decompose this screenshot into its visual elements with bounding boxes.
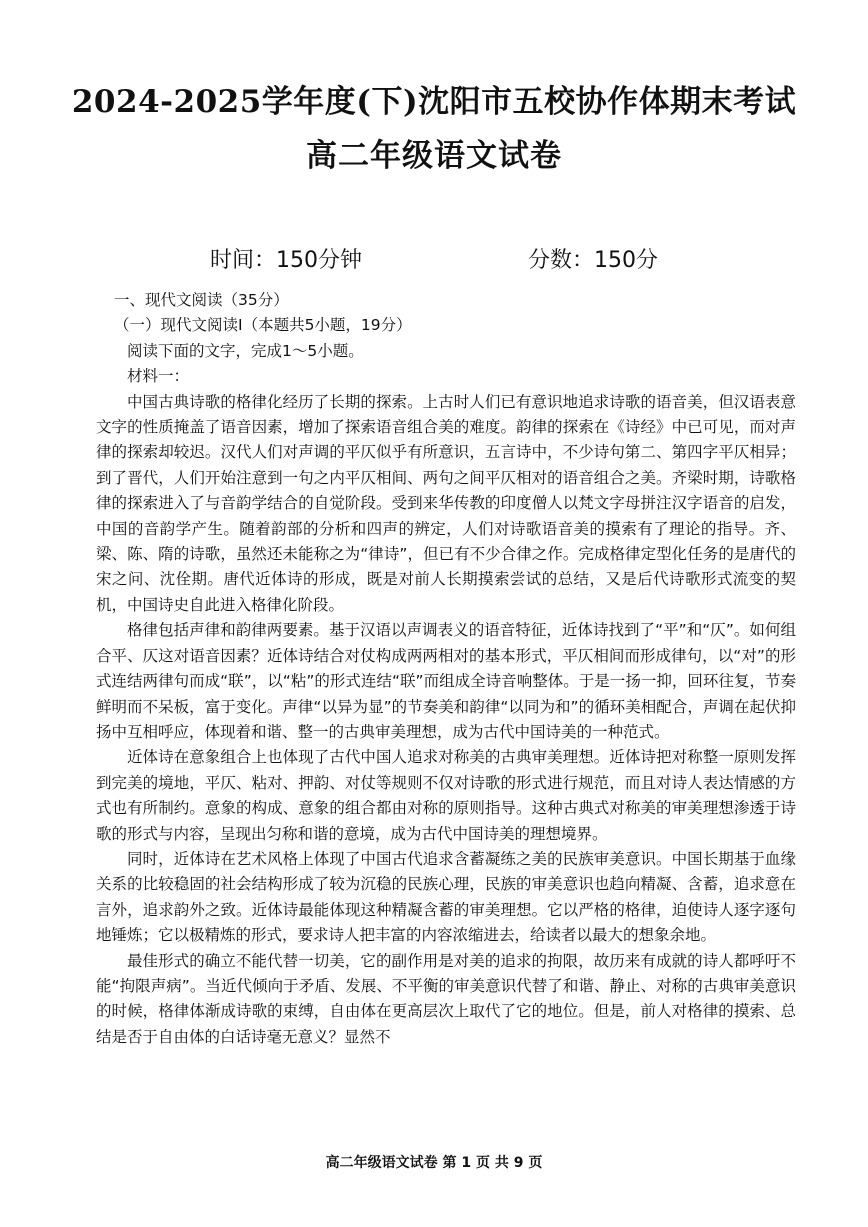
exam-subtitle: 高二年级语文试卷 xyxy=(306,138,562,174)
paragraph: 近体诗在意象组合上也体现了古代中国人追求对称美的古典审美理想。近体诗把对称整一原则发挥到完美的境地，平仄、粘对、押韵、对仗等规则不仅对诗歌的形式进行规范，而且对诗人表达情感的方式也有所制约。意象的构成、意象的组合都由对称的原则指导。这种古典式对称美的审美理想渗透于诗歌的形式与内容，呈现出匀称和谐的意境，成为古代中国诗美的理想境界。 xyxy=(96,748,796,843)
exam-time: 时间：150分钟 xyxy=(210,248,362,273)
section-instruction: 阅读下面的文字，完成1～5小题。 xyxy=(127,341,364,360)
section-heading: 一、现代文阅读（35分） xyxy=(114,291,289,309)
paragraph: 中国古典诗歌的格律化经历了长期的探索。上古时人们已有意识地追求诗歌的语音美，但汉语表意文字的性质掩盖了语音因素，增加了探索语音组合美的难度。韵律的探索在《诗经》中已可见，而对声律的探索却较迟。汉代人们对声调的平仄似乎有所意识，五言诗中，不少诗句第二、第四字平仄相异；到了晋代，人们开始注意到一句之内平仄相间、两句之间平仄相对的语音组合之美。齐梁时期，诗歌格律的探索进入了与音韵学结合的自觉阶段。受到来华传教的印度僧人以梵文字母拼注汉字语音的启发，中国的音韵学产生。随着韵部的分析和四声的辨定，人们对诗歌语音美的摸索有了理论的指导。齐、梁、陈、隋的诗歌，虽然还未能称之为“律诗”，但已有不少合律之作。完成格律定型化任务的是唐代的宋之问、沈佺期。唐代近体诗的形成，既是对前人长期摸索尝试的总结，又是后代诗歌形式流变的契机，中国诗史自此进入格律化阶段。 xyxy=(96,392,796,614)
exam-title: 2024-2025学年度(下)沈阳市五校协作体期末考试 xyxy=(71,84,797,120)
page-footer: 高二年级语文试卷 第 1 页 共 9 页 xyxy=(325,1155,543,1171)
paragraph: 同时，近体诗在艺术风格上体现了中国古代追求含蓄凝练之美的民族审美意识。中国长期基于血缘关系的比较稳固的社会结构形成了较为沉稳的民族心理，民族的审美意识也趋向精凝、含蓄，追求意在言外，追求韵外之致。近体诗最能体现这种精凝含蓄的审美理想。它以严格的格律，迫使诗人逐字逐句地锤炼；它以极精炼的形式，要求诗人把丰富的内容浓缩进去，给读者以最大的想象余地。 xyxy=(96,849,796,945)
paragraph: 最佳形式的确立不能代替一切美，它的副作用是对美的追求的拘限，故历来有成就的诗人都呼吁不能“拘限声病”。当近代倾向于矛盾、发展、不平衡的审美意识代替了和谐、静止、对称的古典审美意识的时候，格律体渐成诗歌的束缚，自由体在更高层次上取代了它的地位。但是，前人对格律的摸索、总结是否于自由体的白话诗毫无意义？显然不 xyxy=(96,951,796,1046)
material-label: 材料一： xyxy=(127,367,190,386)
exam-score: 分数：150分 xyxy=(528,248,658,273)
reading-section xyxy=(96,288,796,1050)
paragraph: 格律包括声律和韵律两要素。基于汉语以声调表义的语音特征，近体诗找到了“平”和“仄”。如何组合平、仄这对语音因素？近体诗结合对仗构成两两相对的基本形式，平仄相间而形成律句，以“对”的形式连结两律句而成“联”，以“粘”的形式连结“联”而组成全诗音响整体。于是一扬一抑，回环往复，节奏鲜明而不呆板，富于变化。声律“以异为显”的节奏美和韵律“以同为和”的循环美相配合，声调在起伏抑扬中互相呼应，体现着和谐、整一的古典审美理想，成为古代中国诗美的一种范式。 xyxy=(96,621,796,741)
section-subheading: （一）现代文阅读Ⅰ（本题共5小题，19分） xyxy=(114,316,412,335)
